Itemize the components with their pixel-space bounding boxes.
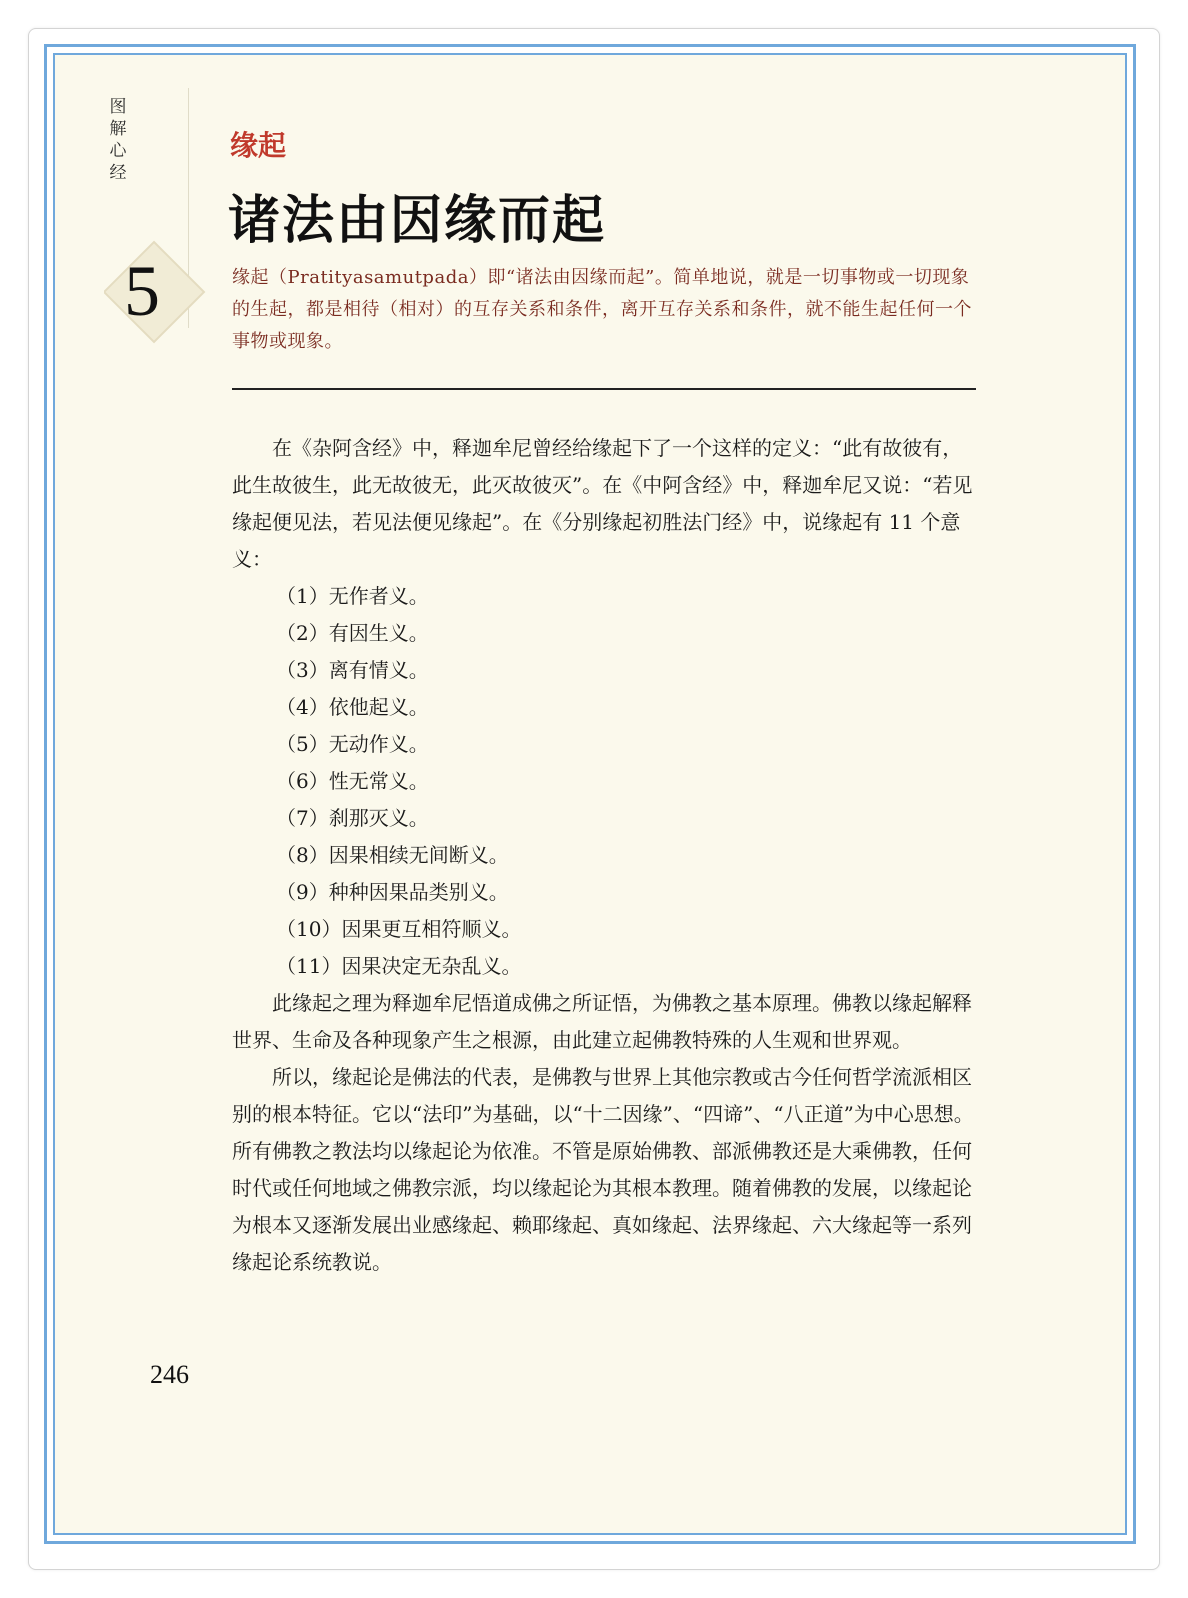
- list-item: （8）因果相续无间断义。: [276, 843, 509, 867]
- list-item: （6）性无常义。: [276, 769, 429, 793]
- horizontal-rule: [232, 388, 976, 390]
- list-item: （9）种种因果品类别义。: [276, 880, 509, 904]
- paragraph-principle: 此缘起之理为释迦牟尼悟道成佛之所证悟，为佛教之基本原理。佛教以缘起解释世界、生命及各种现象产生之根源，由此建立起佛教特殊的人生观和世界观。: [232, 991, 972, 1052]
- list-item: （4）依他起义。: [276, 695, 429, 719]
- body-text: [232, 430, 974, 1281]
- list-item: （11）因果决定无杂乱义。: [276, 954, 522, 978]
- paragraph-significance: 所以，缘起论是佛法的代表，是佛教与世界上其他宗教或古今任何哲学流派相区别的根本特征。它以“法印”为基础，以“十二因缘”、“四谛”、“八正道”为中心思想。所有佛教之教法均以缘起论为依准。不管是原始佛教、部派佛教还是大乘佛教，任何时代或任何地域之佛教宗派，均以缘起论为其根本教理。随着佛教的发展，以缘起论为根本又逐渐发展出业感缘起、赖耶缘起、真如缘起、法界缘起、六大缘起等一系列缘起论系统教说。: [232, 1065, 974, 1274]
- list-item: （1）无作者义。: [276, 584, 429, 608]
- list-item: （3）离有情义。: [276, 658, 429, 682]
- meanings-list: [232, 578, 974, 985]
- paragraph-definition: 在《杂阿含经》中，释迦牟尼曾经给缘起下了一个这样的定义：“此有故彼有，此生故彼生，此无故彼无，此灭故彼灭”。在《中阿含经》中，释迦牟尼又说：“若见缘起便见法，若见法便见缘起”。在《分别缘起初胜法门经》中，说缘起有 11 个意义：: [232, 436, 973, 571]
- page-title: 诸法由因缘而起: [228, 190, 607, 251]
- list-item: （2）有因生义。: [276, 621, 429, 645]
- intro-text: 缘起（Pratityasamutpada）即“诸法由因缘而起”。简单地说，就是一切事物或一切现象的生起，都是相待（相对）的互存关系和条件，离开互存关系和条件，就不能生起任何一个事物或现象。: [232, 267, 972, 352]
- list-item: （5）无动作义。: [276, 732, 429, 756]
- list-item: （7）刹那灭义。: [276, 806, 429, 830]
- section-kicker: 缘起: [230, 129, 287, 162]
- page-number: 246: [150, 1360, 189, 1389]
- book-series-label: 图解心经: [109, 97, 127, 183]
- list-item: （10）因果更互相符顺义。: [276, 917, 522, 941]
- chapter-number: 5: [124, 251, 160, 331]
